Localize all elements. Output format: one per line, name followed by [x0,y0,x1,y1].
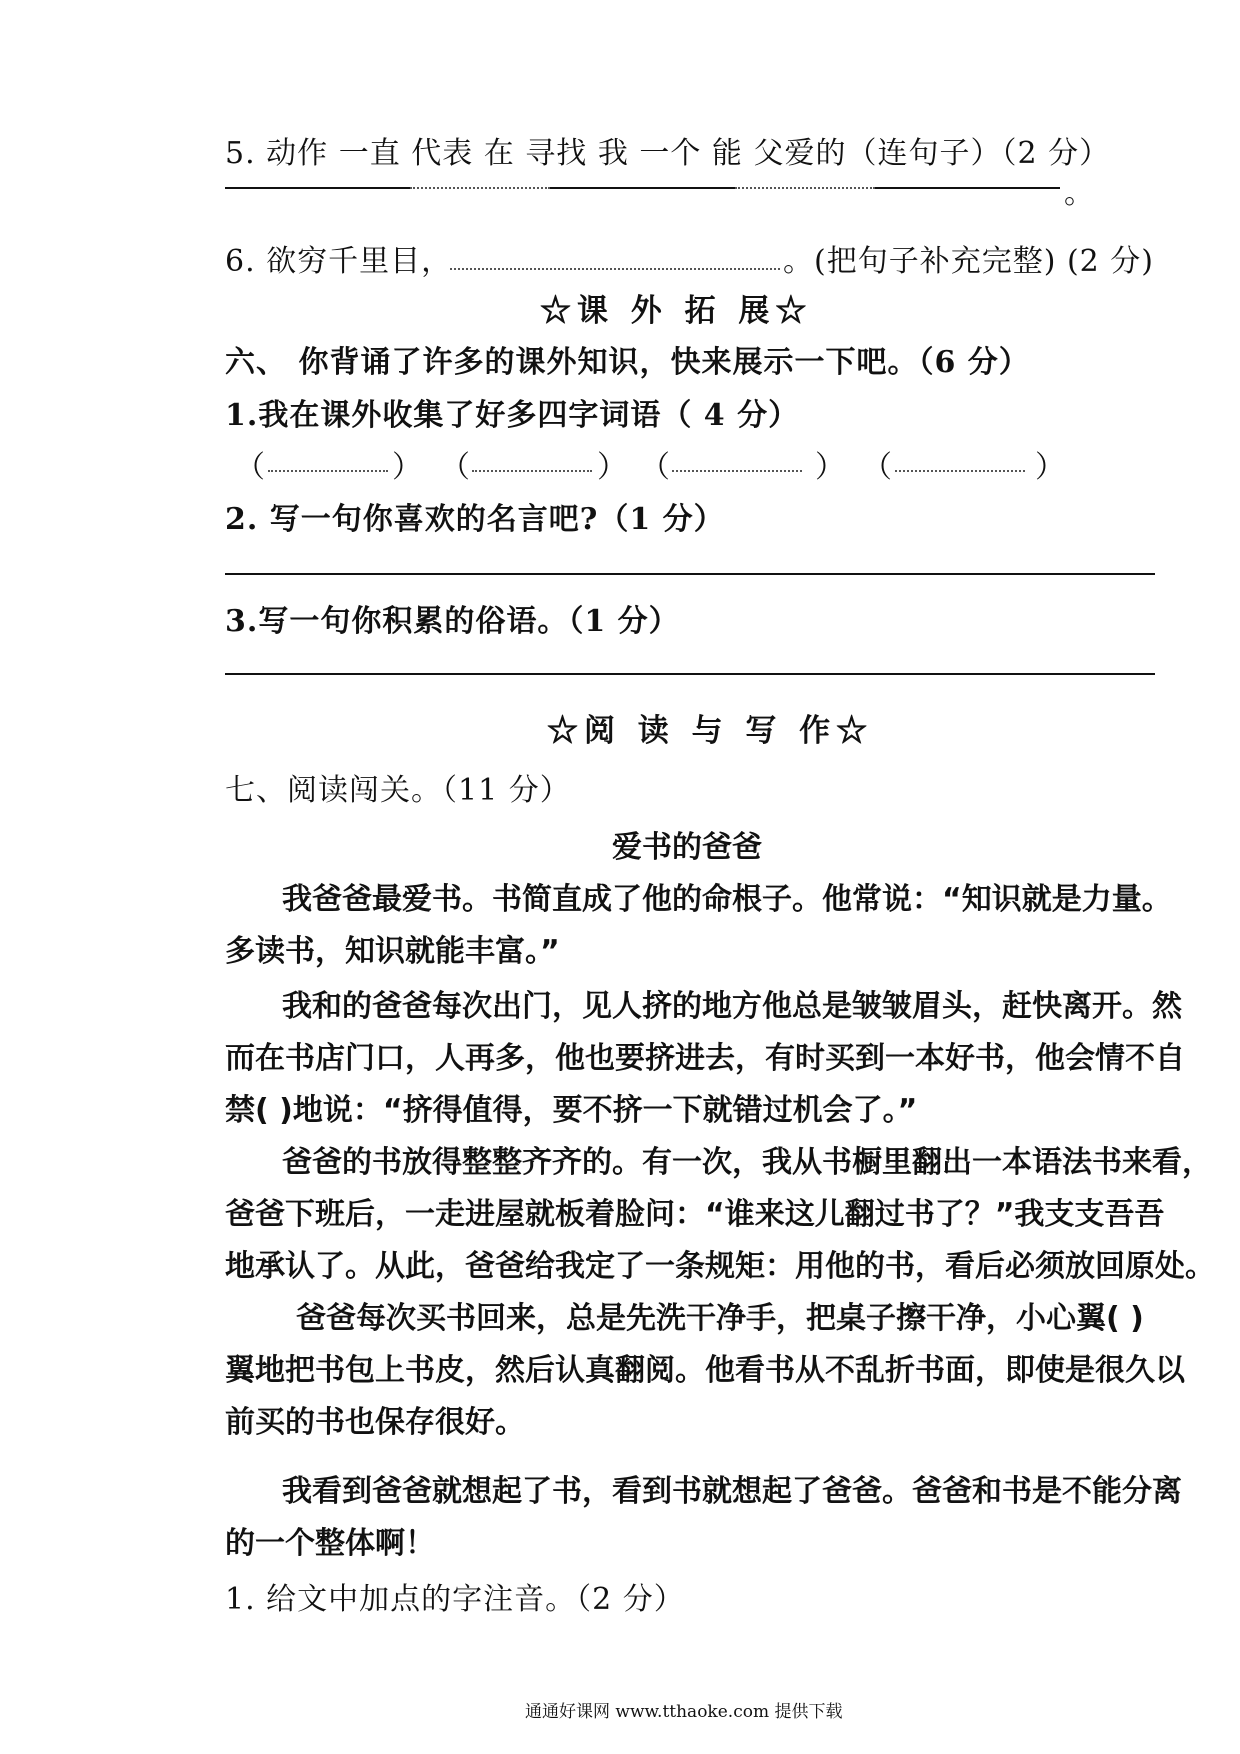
q5-end-mark: 。 [1064,176,1095,211]
idiom-blank-4[interactable] [895,470,1025,472]
answer-line-q5-b [410,187,550,189]
article-line: 爸爸下班后，一走进屋就板着脸问：“谁来这儿翻过书了？”我支支吾吾 [225,1197,1165,1232]
blank-1-open: （ [235,450,266,485]
question-7-1: 1. 给文中加点的字注音。（2 分） [225,1582,685,1617]
question-6-suffix: 。(把句子补充完整) (2 分) [783,244,1154,279]
question-6-1: 1.我在课外收集了好多四字词语（ 4 分） [225,398,800,433]
answer-line-q5-a [225,187,410,189]
article-line: 我和的爸爸每次出门，见人挤的地方他总是皱皱眉头，赶快离开。然 [282,989,1182,1024]
blank-1-close: ） [392,450,423,485]
section-heading-reading-writing: ☆阅 读 与 写 作☆ [547,713,874,749]
blank-2-open: （ [440,450,471,485]
answer-line-q5-d [735,187,875,189]
answer-line-q6-2[interactable] [225,573,1155,575]
section-7-title: 七、阅读闯关。（11 分） [225,773,571,808]
article-line: 多读书，知识就能丰富。” [225,934,560,969]
article-line: 地承认了。从此，爸爸给我定了一条规矩：用他的书，看后必须放回原处。 [225,1249,1215,1284]
idiom-blank-1[interactable] [268,470,388,472]
article-line: 爸爸每次买书回来，总是先洗干净手，把桌子擦干净，小心翼( ) [296,1301,1144,1336]
article-line: 翼地把书包上书皮，然后认真翻阅。他看书从不乱折书面，即使是很久以 [225,1353,1185,1388]
article-line: 的一个整体啊！ [225,1526,435,1561]
section-heading-extracurricular: ☆课 外 拓 展☆ [540,293,813,329]
page-footer: 通通好课网 www.tthaoke.com 提供下载 [525,1702,843,1722]
blank-3-open: （ [640,450,671,485]
idiom-blank-2[interactable] [472,470,592,472]
blank-4-open: （ [862,450,893,485]
article-line: 禁( )地说：“挤得值得，要不挤一下就错过机会了。” [225,1093,918,1128]
article-line: 爸爸的书放得整整齐齐的。有一次，我从书橱里翻出一本语法书来看， [282,1145,1212,1180]
answer-line-q6-3[interactable] [225,673,1155,675]
question-6-2: 2. 写一句你喜欢的名言吧?（1 分） [225,502,725,537]
question-5: 5. 动作 一直 代表 在 寻找 我 一个 能 父爱的（连句子）（2 分） [225,136,1111,171]
answer-line-q5-e [875,187,1060,189]
blank-3-close: ） [815,450,846,485]
article-line: 前买的书也保存很好。 [225,1405,525,1440]
question-6-prefix: 6. 欲穷千里目， [225,244,453,279]
article-line: 我看到爸爸就想起了书，看到书就想起了爸爸。爸爸和书是不能分离 [282,1474,1182,1509]
answer-line-q5-c [550,187,735,189]
question-6-3: 3.写一句你积累的俗语。（1 分） [225,604,680,639]
section-6-title: 六、 你背诵了许多的课外知识，快来展示一下吧。（6 分） [225,345,1030,380]
article-title: 爱书的爸爸 [612,830,762,865]
blank-2-close: ） [597,450,628,485]
article-line: 我爸爸最爱书。书简直成了他的命根子。他常说：“知识就是力量。 [282,882,1172,917]
article-line: 而在书店门口，人再多，他也要挤进去，有时买到一本好书，他会情不自 [225,1041,1185,1076]
answer-line-q6 [450,268,780,270]
idiom-blank-3[interactable] [672,470,802,472]
blank-4-close: ） [1035,450,1066,485]
